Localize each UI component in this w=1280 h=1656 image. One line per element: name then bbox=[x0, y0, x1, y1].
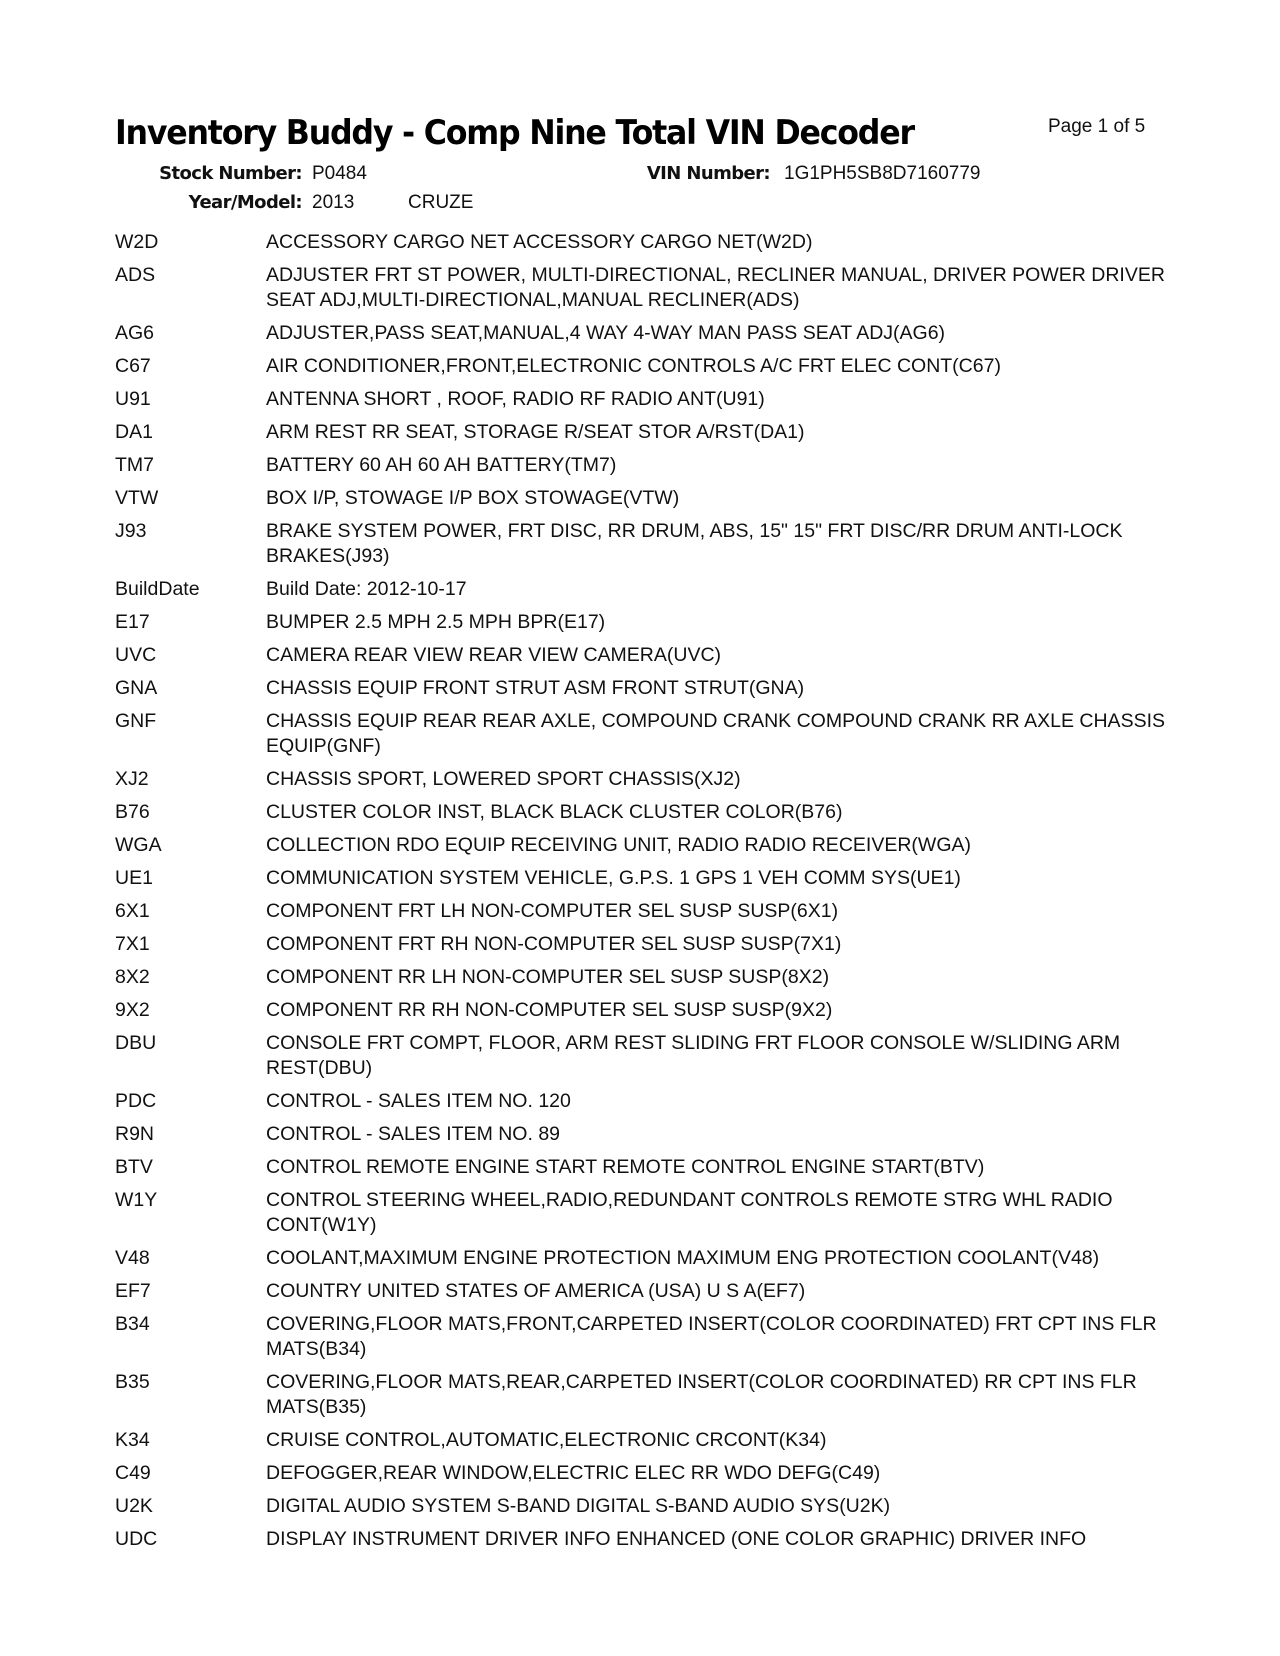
option-description: BUMPER 2.5 MPH 2.5 MPH BPR(E17) bbox=[266, 611, 606, 633]
option-code: R9N bbox=[115, 1123, 155, 1145]
option-description: COMPONENT RR RH NON-COMPUTER SEL SUSP SUSP(9X2) bbox=[266, 999, 833, 1021]
option-row bbox=[115, 610, 1175, 635]
year-value: 2013 bbox=[312, 192, 355, 213]
option-description: COMPONENT FRT RH NON-COMPUTER SEL SUSP SUSP(7X1) bbox=[266, 933, 842, 955]
option-row bbox=[115, 1428, 1175, 1453]
option-description: COMPONENT RR LH NON-COMPUTER SEL SUSP SUSP(8X2) bbox=[266, 966, 830, 988]
option-code: C49 bbox=[115, 1462, 151, 1484]
option-description: COLLECTION RDO EQUIP RECEIVING UNIT, RADIO RADIO RECEIVER(WGA) bbox=[266, 834, 971, 856]
option-row bbox=[115, 899, 1175, 924]
option-description: DIGITAL AUDIO SYSTEM S-BAND DIGITAL S-BAND AUDIO SYS(U2K) bbox=[266, 1495, 891, 1517]
option-description: COMPONENT FRT LH NON-COMPUTER SEL SUSP SUSP(6X1) bbox=[266, 900, 839, 922]
option-row bbox=[115, 420, 1175, 445]
option-code: B35 bbox=[115, 1371, 150, 1393]
option-code: DA1 bbox=[115, 421, 153, 443]
option-description: BATTERY 60 AH 60 AH BATTERY(TM7) bbox=[266, 454, 617, 476]
stock-number-value: P0484 bbox=[312, 163, 367, 184]
option-code: EF7 bbox=[115, 1280, 151, 1302]
option-description: CLUSTER COLOR INST, BLACK BLACK CLUSTER COLOR(B76) bbox=[266, 801, 843, 823]
model-value: CRUZE bbox=[408, 192, 474, 213]
option-description: DISPLAY INSTRUMENT DRIVER INFO ENHANCED (ONE COLOR GRAPHIC) DRIVER INFO bbox=[266, 1528, 1087, 1550]
option-code: XJ2 bbox=[115, 768, 149, 790]
option-description: COOLANT,MAXIMUM ENGINE PROTECTION MAXIMUM ENG PROTECTION COOLANT(V48) bbox=[266, 1247, 1100, 1269]
option-row bbox=[115, 998, 1175, 1023]
option-row bbox=[115, 676, 1175, 701]
option-row bbox=[115, 1089, 1175, 1114]
option-code: AG6 bbox=[115, 322, 155, 344]
option-row bbox=[115, 1122, 1175, 1147]
option-code: V48 bbox=[115, 1247, 150, 1269]
option-row bbox=[115, 965, 1175, 990]
option-row bbox=[115, 230, 1175, 255]
option-row bbox=[115, 767, 1175, 792]
option-code: GNA bbox=[115, 677, 158, 699]
option-description: CONTROL REMOTE ENGINE START REMOTE CONTROL ENGINE START(BTV) bbox=[266, 1156, 985, 1178]
option-row bbox=[115, 1461, 1175, 1486]
option-description: ADJUSTER FRT ST POWER, MULTI-DIRECTIONAL, RECLINER MANUAL, DRIVER POWER DRIVER SEAT ADJ,MULTI-DIRECTIONAL,MANUAL RECLINER(ADS) bbox=[266, 264, 1165, 311]
option-row bbox=[115, 354, 1175, 379]
option-description: CHASSIS EQUIP FRONT STRUT ASM FRONT STRUT(GNA) bbox=[266, 677, 805, 699]
option-code: GNF bbox=[115, 710, 157, 732]
option-description: DEFOGGER,REAR WINDOW,ELECTRIC ELEC RR WDO DEFG(C49) bbox=[266, 1462, 881, 1484]
option-description: CHASSIS SPORT, LOWERED SPORT CHASSIS(XJ2) bbox=[266, 768, 741, 790]
option-row bbox=[115, 1494, 1175, 1519]
option-row bbox=[115, 453, 1175, 478]
option-row bbox=[115, 1246, 1175, 1271]
option-code: BTV bbox=[115, 1156, 153, 1178]
option-code: DBU bbox=[115, 1032, 157, 1054]
option-code: K34 bbox=[115, 1429, 150, 1451]
option-row bbox=[115, 387, 1175, 412]
option-description: BOX I/P, STOWAGE I/P BOX STOWAGE(VTW) bbox=[266, 487, 680, 509]
option-code: UVC bbox=[115, 644, 157, 666]
document-title: Inventory Buddy - Comp Nine Total VIN Decoder bbox=[115, 113, 914, 153]
option-description: CRUISE CONTROL,AUTOMATIC,ELECTRONIC CRCONT(K34) bbox=[266, 1429, 827, 1451]
option-description: ACCESSORY CARGO NET ACCESSORY CARGO NET(W2D) bbox=[266, 231, 813, 253]
option-description: AIR CONDITIONER,FRONT,ELECTRONIC CONTROLS A/C FRT ELEC CONT(C67) bbox=[266, 355, 1001, 377]
option-row bbox=[115, 263, 1175, 313]
option-row bbox=[115, 321, 1175, 346]
option-row bbox=[115, 577, 1175, 602]
year-model-label: Year/Model: bbox=[188, 192, 302, 213]
option-description: Build Date: 2012-10-17 bbox=[266, 578, 467, 600]
option-code: 9X2 bbox=[115, 999, 150, 1021]
option-row bbox=[115, 519, 1175, 569]
option-code: VTW bbox=[115, 487, 159, 509]
option-code: U91 bbox=[115, 388, 151, 410]
option-row bbox=[115, 800, 1175, 825]
option-description: CONTROL - SALES ITEM NO. 89 bbox=[266, 1123, 561, 1145]
page-indicator: Page 1 of 5 bbox=[1048, 116, 1146, 137]
option-code: 8X2 bbox=[115, 966, 150, 988]
option-description: CAMERA REAR VIEW REAR VIEW CAMERA(UVC) bbox=[266, 644, 722, 666]
option-description: ARM REST RR SEAT, STORAGE R/SEAT STOR A/RST(DA1) bbox=[266, 421, 805, 443]
option-description: CONTROL - SALES ITEM NO. 120 bbox=[266, 1090, 571, 1112]
option-code: UE1 bbox=[115, 867, 153, 889]
option-description: COUNTRY UNITED STATES OF AMERICA (USA) U S A(EF7) bbox=[266, 1280, 806, 1302]
option-description: ADJUSTER,PASS SEAT,MANUAL,4 WAY 4-WAY MAN PASS SEAT ADJ(AG6) bbox=[266, 322, 946, 344]
option-description: COVERING,FLOOR MATS,FRONT,CARPETED INSERT(COLOR COORDINATED) FRT CPT INS FLR MATS(B34) bbox=[266, 1313, 1157, 1360]
option-description: CHASSIS EQUIP REAR REAR AXLE, COMPOUND CRANK COMPOUND CRANK RR AXLE CHASSIS EQUIP(GNF) bbox=[266, 710, 1165, 757]
option-row bbox=[115, 1312, 1175, 1362]
option-code: W2D bbox=[115, 231, 159, 253]
option-row bbox=[115, 1370, 1175, 1420]
option-description: COVERING,FLOOR MATS,REAR,CARPETED INSERT(COLOR COORDINATED) RR CPT INS FLR MATS(B35) bbox=[266, 1371, 1137, 1418]
option-row bbox=[115, 866, 1175, 891]
option-row bbox=[115, 833, 1175, 858]
option-description: CONSOLE FRT COMPT, FLOOR, ARM REST SLIDING FRT FLOOR CONSOLE W/SLIDING ARM REST(DBU) bbox=[266, 1032, 1121, 1079]
option-code: WGA bbox=[115, 834, 162, 856]
option-row bbox=[115, 1188, 1175, 1238]
option-code: ADS bbox=[115, 264, 156, 286]
option-row bbox=[115, 932, 1175, 957]
option-code: 6X1 bbox=[115, 900, 150, 922]
option-row bbox=[115, 1279, 1175, 1304]
option-code: C67 bbox=[115, 355, 151, 377]
stock-number-label: Stock Number: bbox=[159, 163, 302, 184]
option-code: 7X1 bbox=[115, 933, 150, 955]
option-row bbox=[115, 709, 1175, 759]
option-code: E17 bbox=[115, 611, 150, 633]
option-code: U2K bbox=[115, 1495, 153, 1517]
option-row bbox=[115, 486, 1175, 511]
option-description: BRAKE SYSTEM POWER, FRT DISC, RR DRUM, ABS, 15" 15" FRT DISC/RR DRUM ANTI-LOCK BRAKES(J93) bbox=[266, 520, 1123, 567]
option-row bbox=[115, 1031, 1175, 1081]
option-row bbox=[115, 1155, 1175, 1180]
option-row bbox=[115, 1527, 1175, 1552]
option-code: UDC bbox=[115, 1528, 158, 1550]
option-code: J93 bbox=[115, 520, 147, 542]
vin-number-value: 1G1PH5SB8D7160779 bbox=[784, 163, 981, 184]
option-code: B76 bbox=[115, 801, 150, 823]
option-code: PDC bbox=[115, 1090, 157, 1112]
option-code: BuildDate bbox=[115, 578, 200, 600]
option-code-list bbox=[115, 230, 1175, 1560]
option-description: CONTROL STEERING WHEEL,RADIO,REDUNDANT CONTROLS REMOTE STRG WHL RADIO CONT(W1Y) bbox=[266, 1189, 1113, 1236]
option-description: COMMUNICATION SYSTEM VEHICLE, G.P.S. 1 GPS 1 VEH COMM SYS(UE1) bbox=[266, 867, 961, 889]
option-description: ANTENNA SHORT , ROOF, RADIO RF RADIO ANT(U91) bbox=[266, 388, 765, 410]
option-row bbox=[115, 643, 1175, 668]
option-code: B34 bbox=[115, 1313, 150, 1335]
option-code: TM7 bbox=[115, 454, 154, 476]
vin-number-label: VIN Number: bbox=[646, 163, 770, 184]
option-code: W1Y bbox=[115, 1189, 158, 1211]
